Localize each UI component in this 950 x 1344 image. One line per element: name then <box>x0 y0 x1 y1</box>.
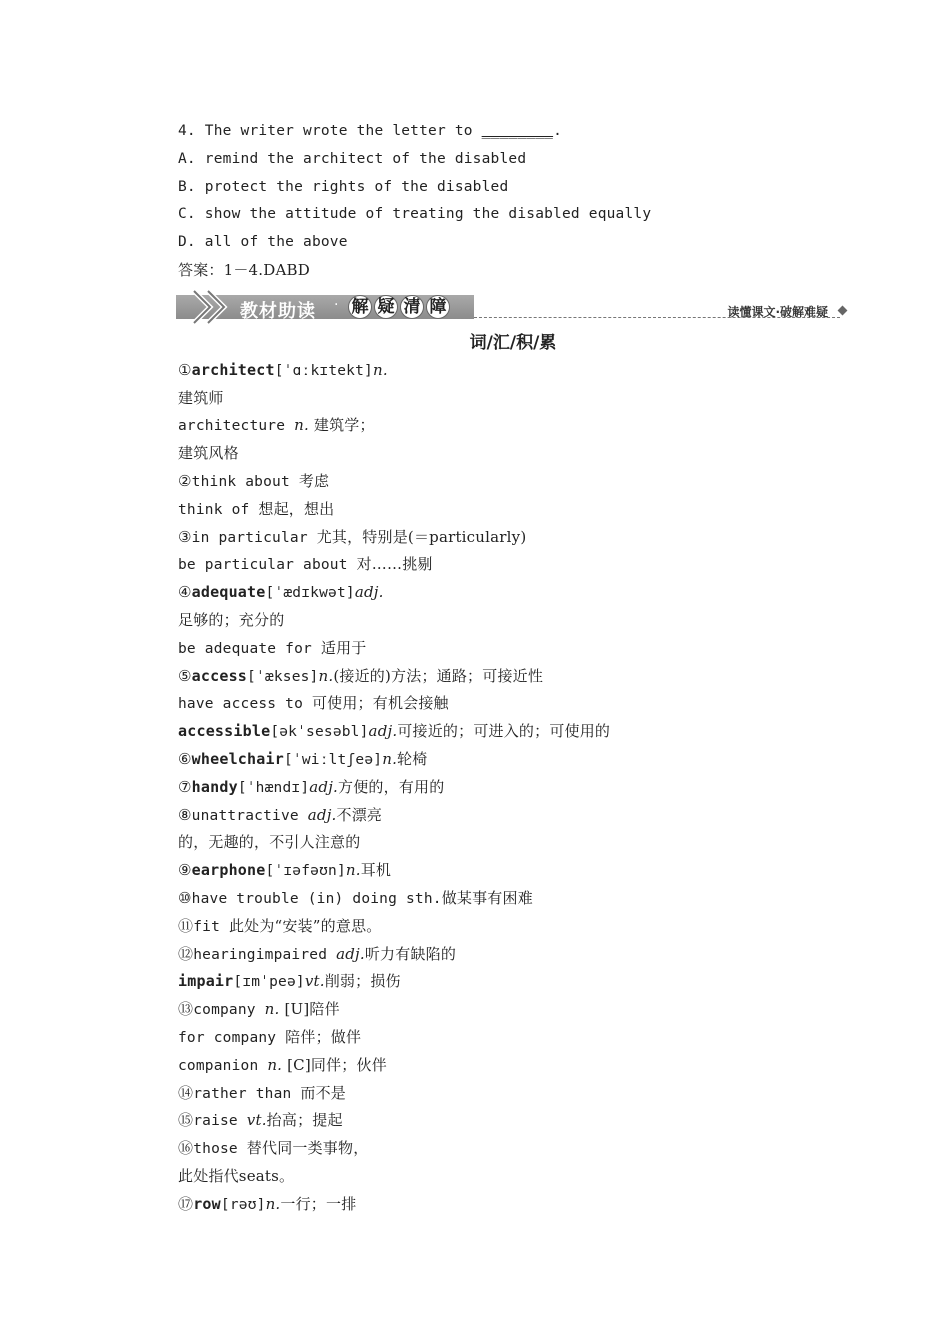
vocab-line: ⑦handy[ˈhændɪ]adj.方便的，有用的 <box>178 777 445 796</box>
vocab-line: ⑪fit 此处为“安装”的意思。 <box>178 916 382 935</box>
option-d: D. all of the above <box>178 234 348 251</box>
vocab-line: 建筑师 <box>178 388 224 407</box>
document-page <box>178 118 848 1218</box>
answer-key: 答案：1－4.DABD <box>178 260 310 279</box>
vocab-line: be particular about 对……挑剔 <box>178 555 433 574</box>
vocab-line: ⑥wheelchair[ˈwiːltʃeə]n.轮椅 <box>178 749 428 768</box>
vocab-line: ⑧unattractive adj.不漂亮 <box>178 805 383 824</box>
vocab-line: 足够的；充分的 <box>178 610 285 629</box>
vocab-line: accessible[əkˈsesəbl]adj.可接近的；可进入的；可使用的 <box>178 722 611 741</box>
vocab-line: ⑰row[rəʊ]n.一行；一排 <box>178 1194 357 1213</box>
chevron-arrows-icon <box>190 289 234 325</box>
diamond-icon <box>838 305 848 315</box>
section-title: 词/汇/积/累 <box>469 332 557 353</box>
vocab-line: ⑫hearingimpaired adj.听力有缺陷的 <box>178 944 457 963</box>
vocab-line: impair[ɪmˈpeə]vt.削弱；损伤 <box>178 972 401 991</box>
option-a: A. remind the architect of the disabled <box>178 150 527 167</box>
banner-title: 教材助读 <box>240 300 316 322</box>
vocab-line: ②think about 考虑 <box>178 471 330 490</box>
banner-subtitle <box>348 295 450 319</box>
vocab-line: ⑮raise vt.抬高；提起 <box>178 1111 343 1130</box>
vocab-line: ④adequate[ˈædɪkwət]adj. <box>178 583 384 602</box>
vocab-line: ③in particular 尤其，特别是(＝particularly) <box>178 527 527 546</box>
vocab-line: be adequate for 适用于 <box>178 638 367 657</box>
banner-char: 清 <box>400 295 424 319</box>
question-stem: 4. The writer wrote the letter to ________. <box>178 123 563 139</box>
vocab-line: ⑬company n. [U]陪伴 <box>178 1000 340 1019</box>
vocab-line: ⑯those 替代同一类事物， <box>178 1139 369 1158</box>
vocab-line: 建筑风格 <box>178 444 239 463</box>
vocab-line: ⑩have trouble (in) doing sth.做某事有困难 <box>178 888 533 907</box>
option-c: C. show the attitude of treating the disabled equally <box>178 206 652 223</box>
vocab-line: ⑤access[ˈækses]n.(接近的)方法；通路；可接近性 <box>178 666 544 685</box>
vocab-line: ⑨earphone[ˈɪəfəʊn]n.耳机 <box>178 861 392 880</box>
vocab-line: for company 陪伴；做伴 <box>178 1027 362 1046</box>
vocab-line: 的，无趣的，不引人注意的 <box>178 833 361 852</box>
answer-blank: ________ <box>481 123 554 139</box>
section-banner <box>176 289 848 329</box>
vocab-line: think of 想起，想出 <box>178 499 335 518</box>
option-b: B. protect the rights of the disabled <box>178 178 509 195</box>
vocab-line: 此处指代seats。 <box>178 1166 295 1185</box>
banner-right-text: 读懂课文·破解难疑 <box>727 304 828 319</box>
vocab-line: have access to 可使用；有机会接触 <box>178 694 449 713</box>
banner-char: 疑 <box>374 295 398 319</box>
banner-dot: · <box>334 296 339 313</box>
banner-char: 解 <box>348 295 372 319</box>
vocab-line: architecture n. 建筑学； <box>178 416 375 435</box>
vocab-line: ①architect[ˈɑːkɪtekt]n. <box>178 360 388 379</box>
vocab-line: ⑭rather than 而不是 <box>178 1083 346 1102</box>
vocab-line: companion n. [C]同伴；伙伴 <box>178 1055 387 1074</box>
banner-char: 障 <box>426 295 450 319</box>
